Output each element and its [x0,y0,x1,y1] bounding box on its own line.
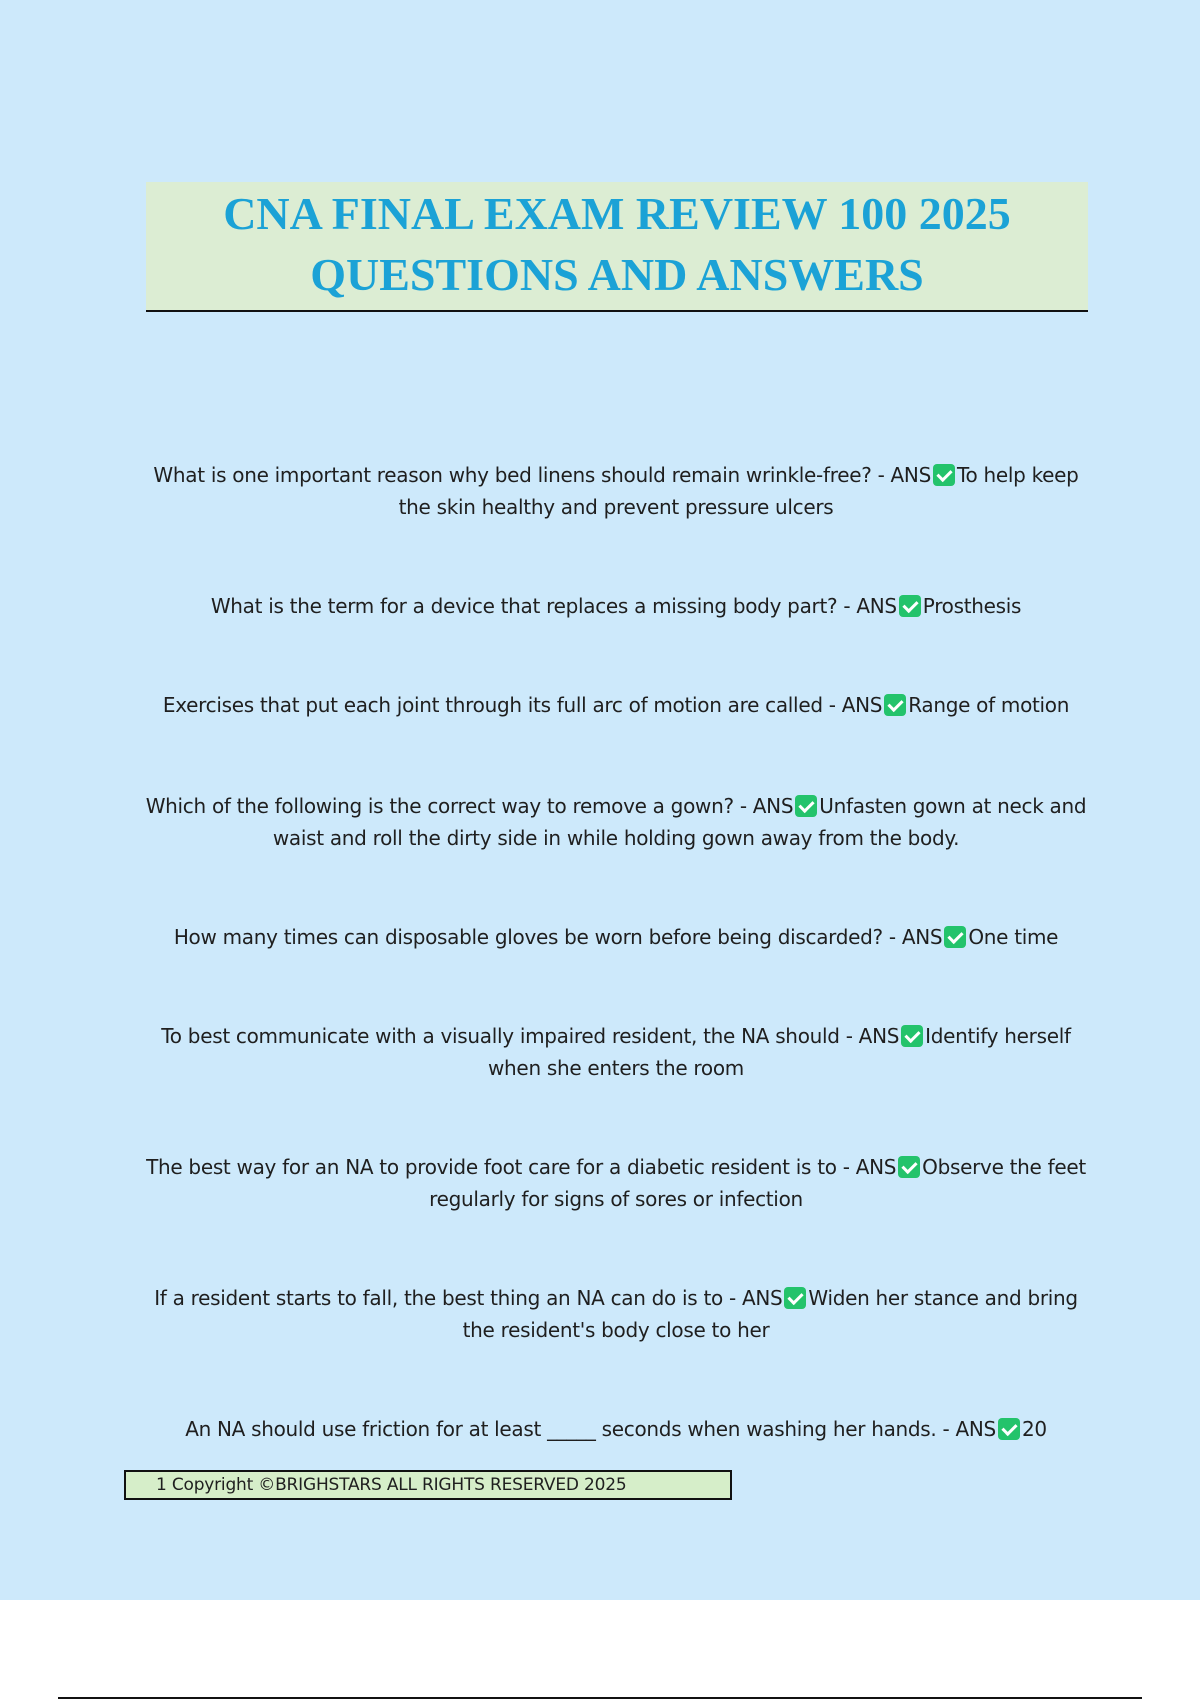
qa-item [140,1151,1092,1215]
check-mark-button-icon [784,1287,806,1309]
qa-item [140,921,1092,953]
qa-item [140,1020,1092,1084]
answer-text: To help keep the skin healthy and prevent pressure ulcers [398,463,1079,519]
answer-text: Identify herself when she enters the room [488,1024,1071,1080]
answer-text: Prosthesis [922,594,1022,618]
qa-item [140,1282,1092,1346]
question-text: If a resident starts to fall, the best thing an NA can do is to - ANS [154,1286,783,1310]
qa-item [140,1413,1092,1445]
answer-text: Observe the feet regularly for signs of sores or infection [429,1155,1086,1211]
copyright-footer: 1 Copyright ©BRIGHSTARS ALL RIGHTS RESERVED 2025 [124,1470,732,1500]
question-text: Which of the following is the correct way to remove a gown? - ANS [145,794,794,818]
check-mark-button-icon [899,595,921,617]
question-text: How many times can disposable gloves be worn before being discarded? - ANS [173,925,943,949]
answer-text: Unfasten gown at neck and waist and roll the dirty side in while holding gown away from the body. [272,794,1087,850]
title-banner [146,182,1088,312]
check-mark-button-icon [898,1156,920,1178]
answer-text: 20 [1021,1417,1047,1441]
check-mark-button-icon [998,1418,1020,1440]
question-text: What is one important reason why bed linens should remain wrinkle-free? - ANS [153,463,931,487]
check-mark-button-icon [944,926,966,948]
question-text: To best communicate with a visually impaired resident, the NA should - ANS [161,1024,900,1048]
question-text: The best way for an NA to provide foot care for a diabetic resident is to - ANS [146,1155,897,1179]
question-text: An NA should use friction for at least _____ seconds when washing her hands. - ANS [185,1417,996,1441]
document-title-line-2: QUESTIONS AND ANSWERS [310,249,924,300]
page-divider [58,1697,1142,1699]
qa-item [140,590,1092,622]
answer-text: One time [968,925,1059,949]
qa-item [140,790,1092,854]
answer-text: Range of motion [908,693,1070,717]
qa-item [140,689,1092,721]
check-mark-button-icon [901,1025,923,1047]
check-mark-button-icon [933,464,955,486]
qa-item [140,459,1092,523]
check-mark-button-icon [884,694,906,716]
question-text: What is the term for a device that replaces a missing body part? - ANS [210,594,897,618]
check-mark-button-icon [795,795,817,817]
question-text: Exercises that put each joint through its full arc of motion are called - ANS [162,693,883,717]
document-title-line-1: CNA FINAL EXAM REVIEW 100 2025 [223,188,1011,239]
answer-text: Widen her stance and bring the resident's body close to her [462,1286,1078,1342]
